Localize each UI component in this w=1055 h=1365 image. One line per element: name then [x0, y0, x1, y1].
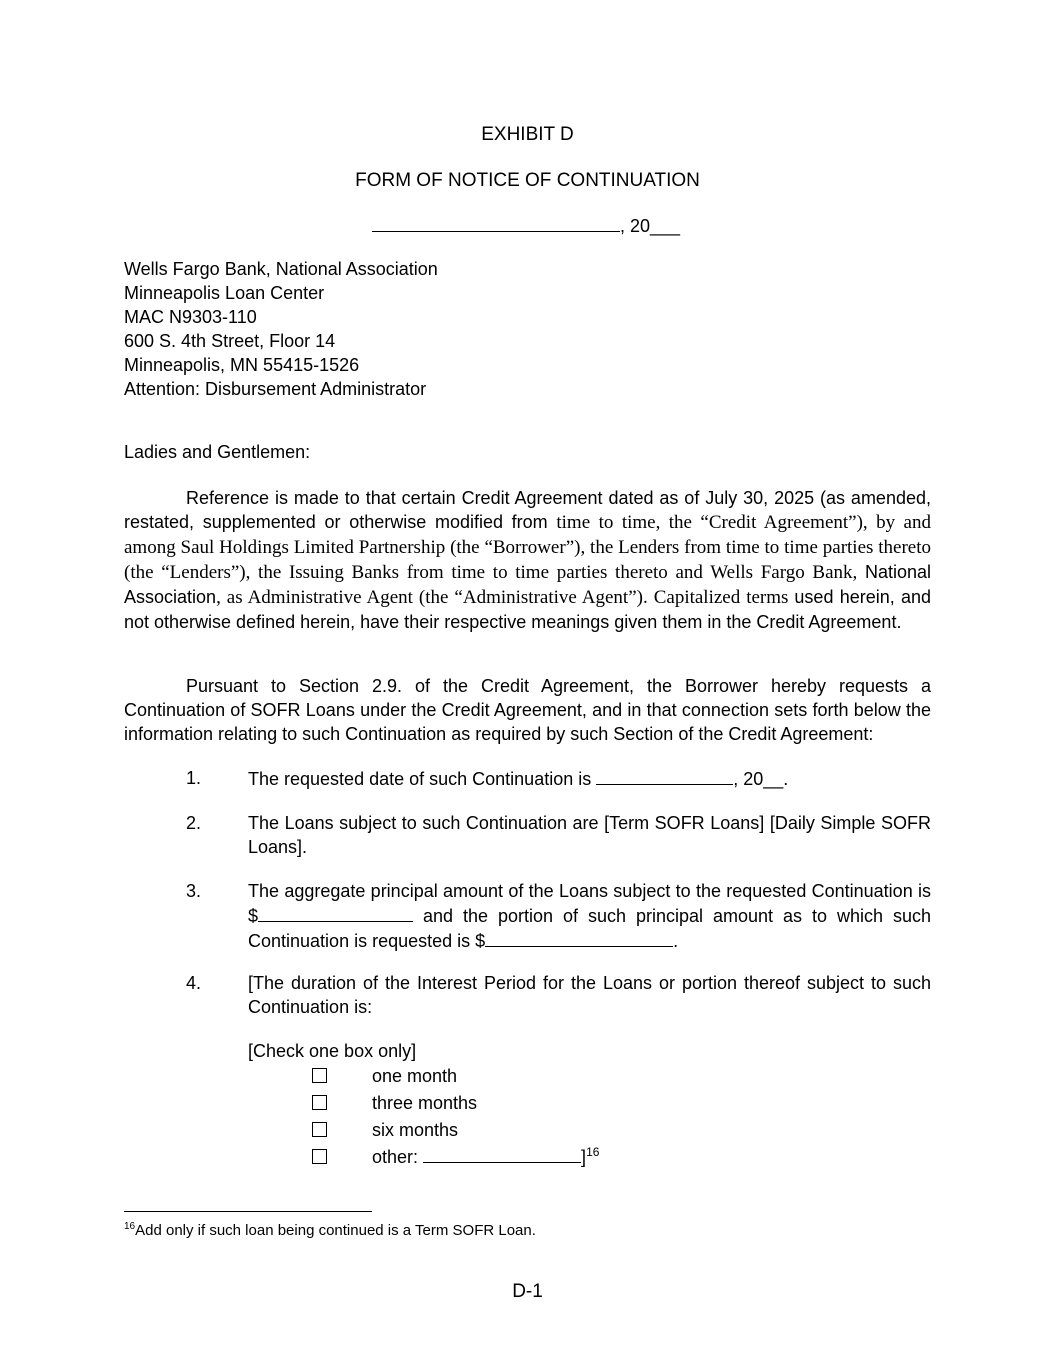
footnote-marker: 16: [124, 1221, 136, 1232]
checkbox-three-months[interactable]: [312, 1095, 327, 1110]
item-text-part: .: [673, 931, 679, 951]
continuation-date-blank: [596, 766, 733, 785]
item-text: [The duration of the Interest Period for the Loans or portion thereof subject to such Continuation is:: [248, 973, 931, 1017]
option-one-month: [312, 1063, 458, 1089]
checkbox-other[interactable]: [312, 1149, 327, 1164]
date-line: [372, 213, 680, 237]
item-number: 2.: [186, 813, 202, 833]
date-blank: [372, 213, 620, 232]
option-label: three months: [372, 1093, 478, 1113]
salutation: Ladies and Gentlemen:: [124, 442, 311, 462]
option-label: one month: [372, 1066, 458, 1086]
option-other-label: other:: [372, 1147, 419, 1167]
address-line: Minneapolis, MN 55415-1526: [124, 355, 360, 375]
reference-paragraph: [124, 486, 931, 634]
form-title: FORM OF NOTICE OF CONTINUATION: [355, 170, 700, 191]
option-label: six months: [372, 1120, 459, 1140]
checkbox-six-months[interactable]: [312, 1122, 327, 1137]
item-number: 1.: [186, 768, 202, 788]
address-line: 600 S. 4th Street, Floor 14: [124, 331, 336, 351]
footnote-text: Add only if such loan being continued is a Term SOFR Loan.: [135, 1222, 536, 1239]
item-text: [248, 879, 931, 953]
other-duration-blank: [423, 1144, 581, 1163]
address-line: Wells Fargo Bank, National Association: [124, 259, 438, 279]
footnote-separator: [124, 1211, 372, 1212]
exhibit-heading: EXHIBIT D: [481, 124, 574, 145]
option-label: [372, 1144, 599, 1170]
item-text: [248, 766, 931, 791]
reference-text: Reference is made to that certain Credit Agreement dated as of July 30, 2025 (as amended, restated, supplemented or otherwise modified from: [124, 488, 931, 532]
reference-text: time to time, the “Credit Agreement”), by and among Saul Holdings Limited Partnership (the “Borrower”), the Lenders from time to time parties thereto (the “Lenders”), the Issuing Banks from time to time parties thereto and Wells Fargo Bank,: [124, 512, 931, 583]
option-six-months: [312, 1117, 459, 1143]
page-number: D-1: [512, 1281, 543, 1302]
pursuant-paragraph: Pursuant to Section 2.9. of the Credit Agreement, the Borrower hereby requests a Continuation of SOFR Loans under the Credit Agreement, and in that connection sets forth below the information relating to such Continuation as required by such Section of the Credit Agreement:: [124, 676, 931, 744]
closing-bracket: ]: [581, 1147, 587, 1167]
item-text-part: and the portion of such principal amount as to which such Continuation is requested is $: [248, 906, 931, 951]
option-three-months: [312, 1090, 478, 1116]
check-instruction: [Check one box only]: [248, 1041, 417, 1061]
requested-amount-blank: [485, 928, 673, 947]
reference-text: used herein, and not otherwise defined herein, have their respective meanings given them in the Credit Agreement.: [124, 587, 931, 632]
address-line: MAC N9303-110: [124, 307, 257, 327]
address-block: [124, 257, 438, 401]
aggregate-amount-blank: [258, 903, 413, 922]
checkbox-one-month[interactable]: [312, 1068, 327, 1083]
option-other: [312, 1144, 600, 1170]
footnote-ref: 16: [586, 1145, 600, 1159]
item-text: The Loans subject to such Continuation are [Term SOFR Loans] [Daily Simple SOFR Loans].: [248, 813, 931, 857]
address-line: Minneapolis Loan Center: [124, 283, 325, 303]
item-text-part: , 20__.: [733, 769, 789, 789]
item-text-part: The aggregate principal amount of the Loans subject to the requested Continuation is $: [248, 881, 931, 926]
item-number: 4.: [186, 973, 202, 993]
reference-text: , as Administrative Agent (the “Administrative Agent”). Capitalized terms: [216, 587, 795, 608]
reference-text: National Association: [124, 562, 931, 607]
item-number: 3.: [186, 881, 202, 901]
address-line: Attention: Disbursement Administrator: [124, 379, 427, 399]
item-text-part: The requested date of such Continuation is: [248, 769, 597, 789]
footnote: [124, 1221, 536, 1241]
date-year-suffix: , 20___: [620, 216, 681, 236]
